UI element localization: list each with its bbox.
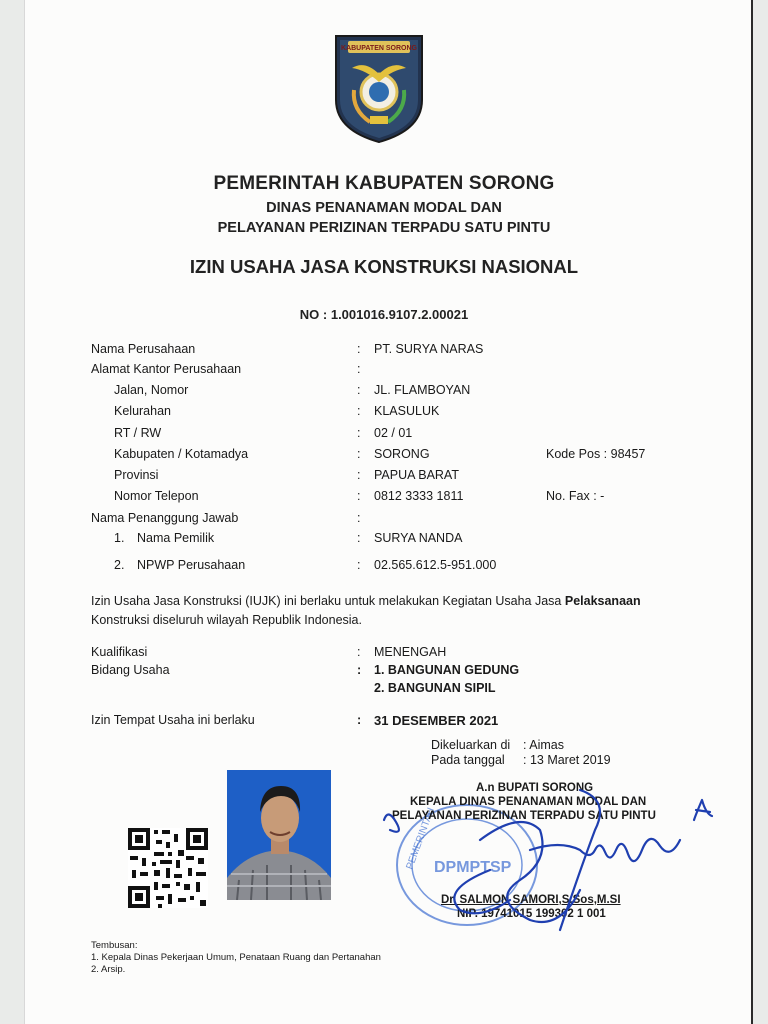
- label-npwp: NPWP Perusahaan: [137, 558, 246, 572]
- signatory-nip: NIP. 19741015 199302 1 001: [457, 908, 606, 920]
- colon: :: [357, 645, 361, 659]
- value-kualifikasi: MENENGAH: [374, 645, 447, 659]
- colon: :: [357, 713, 362, 727]
- label-jalan: Jalan, Nomor: [114, 383, 189, 397]
- paragraph-bold: Pelaksanaan: [564, 594, 641, 608]
- colon: :: [357, 511, 361, 525]
- kabupaten-sorong-emblem: [330, 30, 428, 146]
- value-kelurahan: KLASULUK: [374, 404, 440, 418]
- num-npwp: 2.: [114, 558, 125, 572]
- label-bidang-usaha: Bidang Usaha: [91, 663, 170, 677]
- num-pemilik: 1.: [114, 531, 125, 545]
- signatory-line1: A.n BUPATI SORONG: [476, 782, 594, 794]
- label-alamat: Alamat Kantor Perusahaan: [91, 362, 242, 376]
- header-agency-line1: DINAS PENANAMAN MODAL DAN: [266, 200, 502, 216]
- label-kualifikasi: Kualifikasi: [91, 645, 148, 659]
- svg-text:PEMERINTAH: PEMERINTAH: [404, 806, 437, 872]
- colon: :: [357, 362, 361, 376]
- label-pemilik: Nama Pemilik: [137, 531, 215, 545]
- signatory-line3: PELAYANAN PERIZINAN TERPADU SATU PINTU: [392, 810, 656, 822]
- header-agency-line2: PELAYANAN PERIZINAN TERPADU SATU PINTU: [217, 220, 551, 236]
- label-telepon: Nomor Telepon: [114, 489, 199, 503]
- label-nama-perusahaan: Nama Perusahaan: [91, 342, 196, 356]
- value-tanggal: : 13 Maret 2019: [523, 753, 611, 767]
- label-rtrw: RT / RW: [114, 426, 162, 440]
- colon: :: [357, 383, 361, 397]
- svg-text:KABUPATEN SORONG: KABUPATEN SORONG: [341, 45, 417, 52]
- colon: :: [357, 342, 361, 356]
- header-government: PEMERINTAH KABUPATEN SORONG: [213, 173, 555, 194]
- value-dikeluarkan: : Aimas: [523, 738, 564, 752]
- value-jalan: JL. FLAMBOYAN: [374, 383, 471, 397]
- label-berlaku: Izin Tempat Usaha ini berlaku: [91, 713, 255, 727]
- tembusan-item-2: 2. Arsip.: [91, 964, 126, 975]
- colon: :: [357, 489, 361, 503]
- document-title: IZIN USAHA JASA KONSTRUKSI NASIONAL: [189, 256, 579, 277]
- colon: :: [357, 447, 361, 461]
- value-fax: No. Fax : -: [546, 489, 605, 503]
- owner-photo: [227, 770, 331, 900]
- document-number: NO : 1.001016.9107.2.00021: [299, 307, 469, 322]
- value-npwp: 02.565.612.5-951.000: [374, 558, 497, 572]
- colon: :: [357, 468, 361, 482]
- svg-text:DPMPTSP: DPMPTSP: [434, 859, 512, 876]
- qr-code: [128, 828, 208, 908]
- tembusan-title: Tembusan:: [91, 940, 138, 951]
- value-telepon: 0812 3333 1811: [374, 489, 464, 503]
- colon: :: [357, 663, 362, 677]
- value-kabupaten: SORONG: [374, 447, 430, 461]
- label-dikeluarkan: Dikeluarkan di: [431, 738, 511, 752]
- value-bidang-1: 1. BANGUNAN GEDUNG: [374, 663, 520, 677]
- label-tanggal: Pada tanggal: [431, 753, 505, 767]
- label-kelurahan: Kelurahan: [114, 404, 171, 418]
- label-provinsi: Provinsi: [114, 468, 159, 482]
- paragraph-text-1: Izin Usaha Jasa Konstruksi (IUJK) ini berlaku untuk melakukan Kegiatan Usaha Jasa: [91, 594, 565, 608]
- colon: :: [357, 531, 361, 545]
- value-pemilik: SURYA NANDA: [374, 531, 463, 545]
- validity-paragraph: [91, 592, 671, 630]
- value-nama-perusahaan: PT. SURYA NARAS: [374, 342, 484, 356]
- value-rtrw: 02 / 01: [374, 426, 413, 440]
- tembusan-item-1: 1. Kepala Dinas Pekerjaan Umum, Penataan Ruang dan Pertanahan: [91, 952, 381, 963]
- colon: :: [357, 404, 361, 418]
- paragraph-text-2: Konstruksi diseluruh wilayah Republik Indonesia.: [91, 613, 362, 627]
- colon: :: [357, 558, 361, 572]
- signature: [380, 770, 720, 940]
- signatory-name: Dr. SALMON SAMORI,S.Sos,M.SI: [441, 894, 621, 906]
- value-kode-pos: Kode Pos : 98457: [546, 447, 646, 461]
- value-provinsi: PAPUA BARAT: [374, 468, 459, 482]
- signatory-line2: KEPALA DINAS PENANAMAN MODAL DAN: [410, 796, 647, 808]
- colon: :: [357, 426, 361, 440]
- label-kabupaten: Kabupaten / Kotamadya: [114, 447, 249, 461]
- value-berlaku: 31 DESEMBER 2021: [374, 713, 499, 728]
- label-penanggung-jawab: Nama Penanggung Jawab: [91, 511, 239, 525]
- value-bidang-2: 2. BANGUNAN SIPIL: [374, 681, 496, 695]
